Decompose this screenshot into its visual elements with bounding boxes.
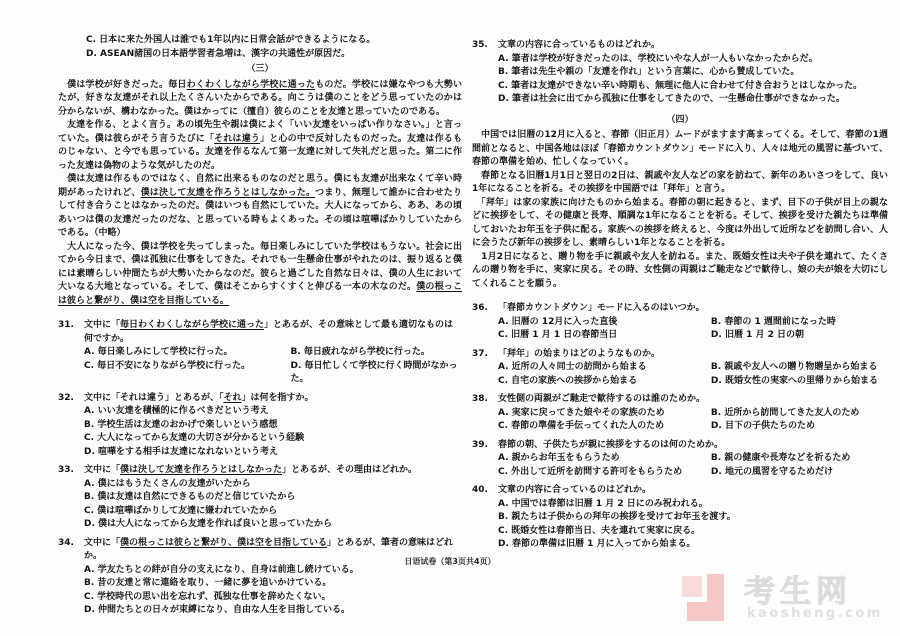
logo-block	[682, 576, 702, 597]
text-run: 春節となる旧暦1月1日と翌日の2日は、親戚や友人などの家を訪ねて、新年のあいさつをして、良い1年になることを祈る。その挨拶を中国語では「拜年」と言う。	[472, 170, 888, 194]
question-stem-row	[472, 439, 888, 453]
text-run: 友達を作る、とよく言う。あの頃先生や親は僕によく「いい友達をいっぱい作りなさい。」と言っていた。僕は彼らがそう言うたびに「	[58, 120, 462, 144]
answer-option: B. 僕は友達は自然にできるものだと信じていたから	[84, 492, 296, 502]
text-run: 」は何を指すか。	[241, 392, 314, 403]
text-run: 」とあるが、その意味として最も適切なものは何ですか。	[84, 320, 454, 344]
question-stem-row	[472, 348, 888, 362]
question-stem-row	[58, 464, 462, 478]
text-run: 「拜年」は家の家族に向けたものから始まる。春節の朝に起きると、まず、目下の子供が目上の親などに挨拶をして、その健康と長寿、順調な1年になることを祈る。そして、挨拶を受けた親たちは準備しておいたお年玉を子供に配る。家族への挨拶を終えると、今度は外出して近所などを訪問し合い、人に会うたび新年の挨拶をし、素晴らしい1年となることを祈る。	[472, 197, 888, 248]
answer-option: A. 筆者は学校が好きだったのは、学校にいやな人が一人もいなかったからだ。	[498, 53, 818, 64]
question-stem-row	[472, 484, 888, 498]
question-number: 35.	[472, 40, 488, 50]
answer-option: C. 春節の準備を手伝ってくれた人のため	[498, 421, 665, 431]
underlined-phrase: それは違う	[214, 133, 261, 144]
answer-option: C. 旧暦 1 月 1 日の春節当日	[498, 330, 618, 340]
text-run: 「春節カウントダウン」モードに入るのはいつか。	[498, 303, 705, 313]
answer-option: D. 地元の風習を守るためだけ	[710, 466, 833, 477]
answer-option: C. 僕は喧嘩ばかりして友達に嫌われていたから	[84, 505, 278, 516]
carryover-options	[58, 34, 462, 61]
options-grid	[472, 498, 888, 552]
text-run: 大人になった今、僕は学校を失ってしまった。毎日楽しみにしていた学校はもうない。社会に出てから今日まで、僕は孤独に仕事をしてきた。それでも一生懸命仕事がやれたのは、振り返ると僕には素晴らしい仲間たちが大勢いたからなのだ。彼らと過ごした自然な日々は、僕の人生において大いなる大地となっている。そして、僕はそこからすくすくと伸びる一本の木なのだ。	[58, 241, 462, 292]
text-run: 僕は学校が好きだった。毎日	[58, 79, 187, 90]
text-run: 」とあるが、筆者の意味はどれか。	[84, 537, 454, 561]
text-run: 「拜年」の始まりはどのようなものか。	[498, 348, 661, 359]
question-block	[58, 392, 462, 460]
text-run: 僕は友達は作るものではなく、自然に出来るものなのだと思う。僕にも友達が出来なくて辛い時期があったけれど、	[58, 174, 462, 198]
text-run: 文章の内容に合っているのはどれか。	[498, 485, 652, 495]
answer-option: D. ASEAN諸国の日本語学習者急増は、漢字の共通性が原因だ。	[86, 48, 351, 59]
question-stem	[498, 484, 888, 498]
underlined-phrase: わくわくしながら学校に通った	[186, 79, 316, 90]
answer-option: D. 仲間たちとの日々が束縛になり、自由な人生を目指している。	[84, 605, 351, 615]
answer-option: A. 学友たちとの絆が自分の支えになり、自身は前進し続けている。	[84, 564, 359, 575]
options-grid	[58, 478, 462, 532]
answer-option: B. 学校生活は友達のおかげで楽しいという感想	[84, 419, 278, 430]
options-grid	[472, 452, 888, 479]
text-run: つまり、無理して誰かに合わせたりして付き合うことはなかったのだ。僕はいつも自然にしていた。大人になってから、ああ、あの頃あいつは僕の友達だったのだな、と思っている時もよくあった。その頃は喧嘩ばかりしていたからである。（中略）	[58, 187, 462, 238]
question-number: 40.	[472, 485, 488, 495]
answer-option: B. 昔の友達と常に連絡を取り、一緒に夢を追いかけている。	[84, 578, 332, 588]
answer-option: C. 筆者は友達ができない辛い時期も、無理に他人に合わせて付き合おうとはしなかった。	[498, 80, 863, 91]
answer-option: D. 旧暦 1 月 2 日の朝	[710, 330, 805, 340]
answer-option: D. 筆者は社会に出てから孤独に仕事をしてきたので、一生懸命仕事ができなかった。	[498, 94, 845, 104]
question-stem-row	[58, 319, 462, 346]
text-run: 文中に「	[84, 537, 121, 548]
right-text-column	[472, 34, 888, 552]
section-heading: （四）	[666, 114, 694, 125]
question-block	[472, 39, 888, 107]
answer-option: D. 春節の準備は旧暦 1 月に入ってから始まる。	[498, 539, 696, 549]
question-stem-row	[472, 39, 888, 53]
options-grid	[58, 564, 462, 618]
text-run: 文中に「	[84, 320, 121, 330]
left-text-column	[58, 34, 462, 618]
underlined-phrase: 僕の根っこは彼らと繋がり、僕は空を目指している。	[58, 282, 462, 306]
body-paragraph	[58, 119, 462, 173]
question-block	[472, 302, 888, 343]
options-grid	[58, 346, 462, 387]
answer-option: C. 既婚女性は春節当日、夫を連れて実家に戻る。	[498, 525, 701, 536]
question-stem	[84, 464, 462, 478]
text-run: 」と心の中で反対したものだった。友達は作るものじゃない、と今でも思っている。友達を作るなんて第一友達に対して失礼だと思った。第二に作った友達は偽物のような気がしたのだ。	[58, 133, 462, 171]
text-run: 1月2日になると、贈り物を手に親戚や友人を訪ねる。また、既婚女性は夫や子供を連れて、たくさんの贈り物を手に、実家に戻る。その時、女性側の両親はご馳走などで歓待し、娘の夫が娘を大切にしてくれることを願う。	[472, 251, 888, 289]
answer-option: B. 近所から訪問してきた友人のため	[710, 407, 860, 418]
answer-option: C. 学校時代の思い出を忘れず、孤独な仕事を辞めたくない。	[84, 591, 331, 602]
question-number: 39.	[472, 439, 488, 450]
question-number: 34.	[58, 537, 74, 548]
question-block	[58, 464, 462, 532]
question-stem	[498, 439, 888, 453]
body-paragraph	[58, 241, 462, 309]
page-footer: 日语试卷（第3页共4页）	[404, 557, 496, 566]
answer-option: A. 近所の人々同士の訪問から始まる	[498, 362, 647, 372]
text-run: 」とあるが、その理由はどれか。	[282, 465, 418, 475]
question-number: 31.	[58, 320, 74, 330]
answer-option: C. 外出して近所を訪問する許可をもらうため	[498, 466, 683, 477]
answer-option: D. 僕は大人になってから友達を作れば良いと思っていたから	[84, 519, 333, 529]
answer-option: A. 毎日楽しみにして学校に行った。	[84, 347, 233, 357]
question-number: 33.	[58, 465, 74, 475]
question-block	[472, 484, 888, 552]
answer-option: B. 親たちは子供からの拜年の挨拶を受けてお年玉を渡す。	[498, 512, 736, 522]
answer-option: C. 日本に来た外国人は誰でも1年以内に日常会話ができるようになる。	[86, 35, 376, 45]
underlined-phrase: 僕は決して友達を作ろうとはしなかった。	[140, 187, 316, 198]
answer-option: B. 春節の 1 週間前になった時	[710, 316, 836, 327]
text-run: ものだ。学校には嫌なやつも大勢いたが、好きな友達がそれ以上たくさんいたからである。向こうは僕のことをどう思っていたのかは分からないが、構わなかった。僕はかってに（擅自）彼らのことを友達と思っていたのである。	[58, 79, 462, 117]
answer-option: B. 親の健康や長寿などを祈るため	[710, 453, 851, 463]
question-block	[58, 319, 462, 387]
underlined-phrase: 僕の根っこは彼らと繋がり、僕は空を目指している	[120, 537, 328, 548]
body-paragraph	[472, 197, 888, 251]
answer-option: A. 親からお年玉をもらうため	[498, 453, 620, 463]
question-stem-row	[472, 393, 888, 407]
text-run: 中国では旧暦の12月に入ると、春節（旧正月）ムードがますます高まってくる。そして、春節の1週間前となると、中国各地はほぼ「春節カウントダウン」モードに入り、人々は地元の風習に基づいて、春節の準備を始め、忙しくなっていく。	[472, 130, 888, 167]
body-paragraph	[472, 170, 888, 197]
options-grid	[472, 316, 888, 343]
text-run: 春節の朝、子供たちが親に挨拶をするのは何のためか。	[498, 439, 724, 450]
body-paragraph	[472, 251, 888, 292]
answer-option: A. 僕にはもうたくさんの友達がいたから	[84, 478, 251, 489]
question-block	[472, 348, 888, 389]
question-stem	[84, 392, 462, 406]
answer-option: A. 旧暦の 12月に入った直後	[498, 316, 618, 327]
question-stem	[84, 319, 462, 346]
options-grid	[58, 405, 462, 459]
question-number: 38.	[472, 394, 488, 404]
text-run: 文章の内容に合っているものはどれか。	[498, 40, 661, 50]
options-grid	[472, 53, 888, 107]
answer-option: A. 中国では春節は旧暦 1 月 2 日にのみ祝われる。	[498, 498, 708, 509]
question-block	[58, 537, 462, 618]
underlined-phrase: 僕は決して友達を作ろうとはしなかった	[120, 465, 283, 475]
answer-option: C. 大人になってから友達の大切さが分かるという経験	[84, 433, 305, 443]
answer-option: B. 毎日疲れながら学校に行った。	[290, 347, 430, 357]
answer-option: C. 自宅の家族への挨拶から始まる	[498, 375, 638, 386]
question-stem-row	[58, 392, 462, 406]
options-grid	[472, 407, 888, 434]
text-run: 文中に「それは違う」とあるが、「	[84, 392, 224, 403]
question-stem-row	[472, 302, 888, 316]
watermark-domain-text: kaosheng.com	[747, 606, 883, 621]
question-number: 32.	[58, 392, 74, 403]
question-number: 36.	[472, 303, 488, 313]
logo-block	[687, 602, 710, 621]
question-stem	[498, 39, 888, 53]
underlined-phrase: それ	[223, 392, 242, 403]
text-run: 女性側の両親がご馳走で歓待するのは誰のためか。	[498, 394, 706, 404]
answer-option: D. 目下の子供たちのため	[710, 421, 815, 431]
watermark-brand-text: 考生网	[744, 574, 852, 610]
answer-option: D. 喧嘩をする相手は友達になれないという考え	[84, 446, 279, 457]
question-stem	[498, 348, 888, 362]
question-stem	[498, 393, 888, 407]
body-paragraph	[58, 79, 462, 120]
underlined-phrase: 毎日わくわくしながら学校に通った	[120, 320, 265, 330]
body-paragraph	[472, 129, 888, 170]
answer-option: D. 既婚女性の実家への里帰りから始まる	[710, 375, 878, 386]
options-grid	[472, 361, 888, 388]
body-paragraph	[58, 173, 462, 241]
answer-option: A. 実家に戻ってきた娘やその家族のため	[498, 407, 665, 418]
text-run: 文中に「	[84, 465, 121, 475]
answer-option: B. 筆者は先生や親の「友達を作れ」という言葉に、心から賛成していた。	[498, 67, 800, 77]
answer-option: D. 毎日忙しくて学校に行く時間がなかった。	[290, 360, 458, 384]
answer-option: C. 毎日不安になりながら学校に行った。	[84, 360, 251, 371]
kaosheng-logo-icon	[678, 574, 740, 624]
question-block	[472, 439, 888, 480]
question-number: 37.	[472, 348, 488, 359]
answer-option: A. いい友達を積極的に作るべきだという考え	[84, 406, 269, 416]
section-heading: （三）	[246, 64, 274, 74]
answer-option: B. 親戚や友人への贈り物贈呈から始まる	[710, 362, 878, 372]
watermark	[678, 566, 888, 634]
question-stem	[498, 302, 888, 316]
question-block	[472, 393, 888, 434]
